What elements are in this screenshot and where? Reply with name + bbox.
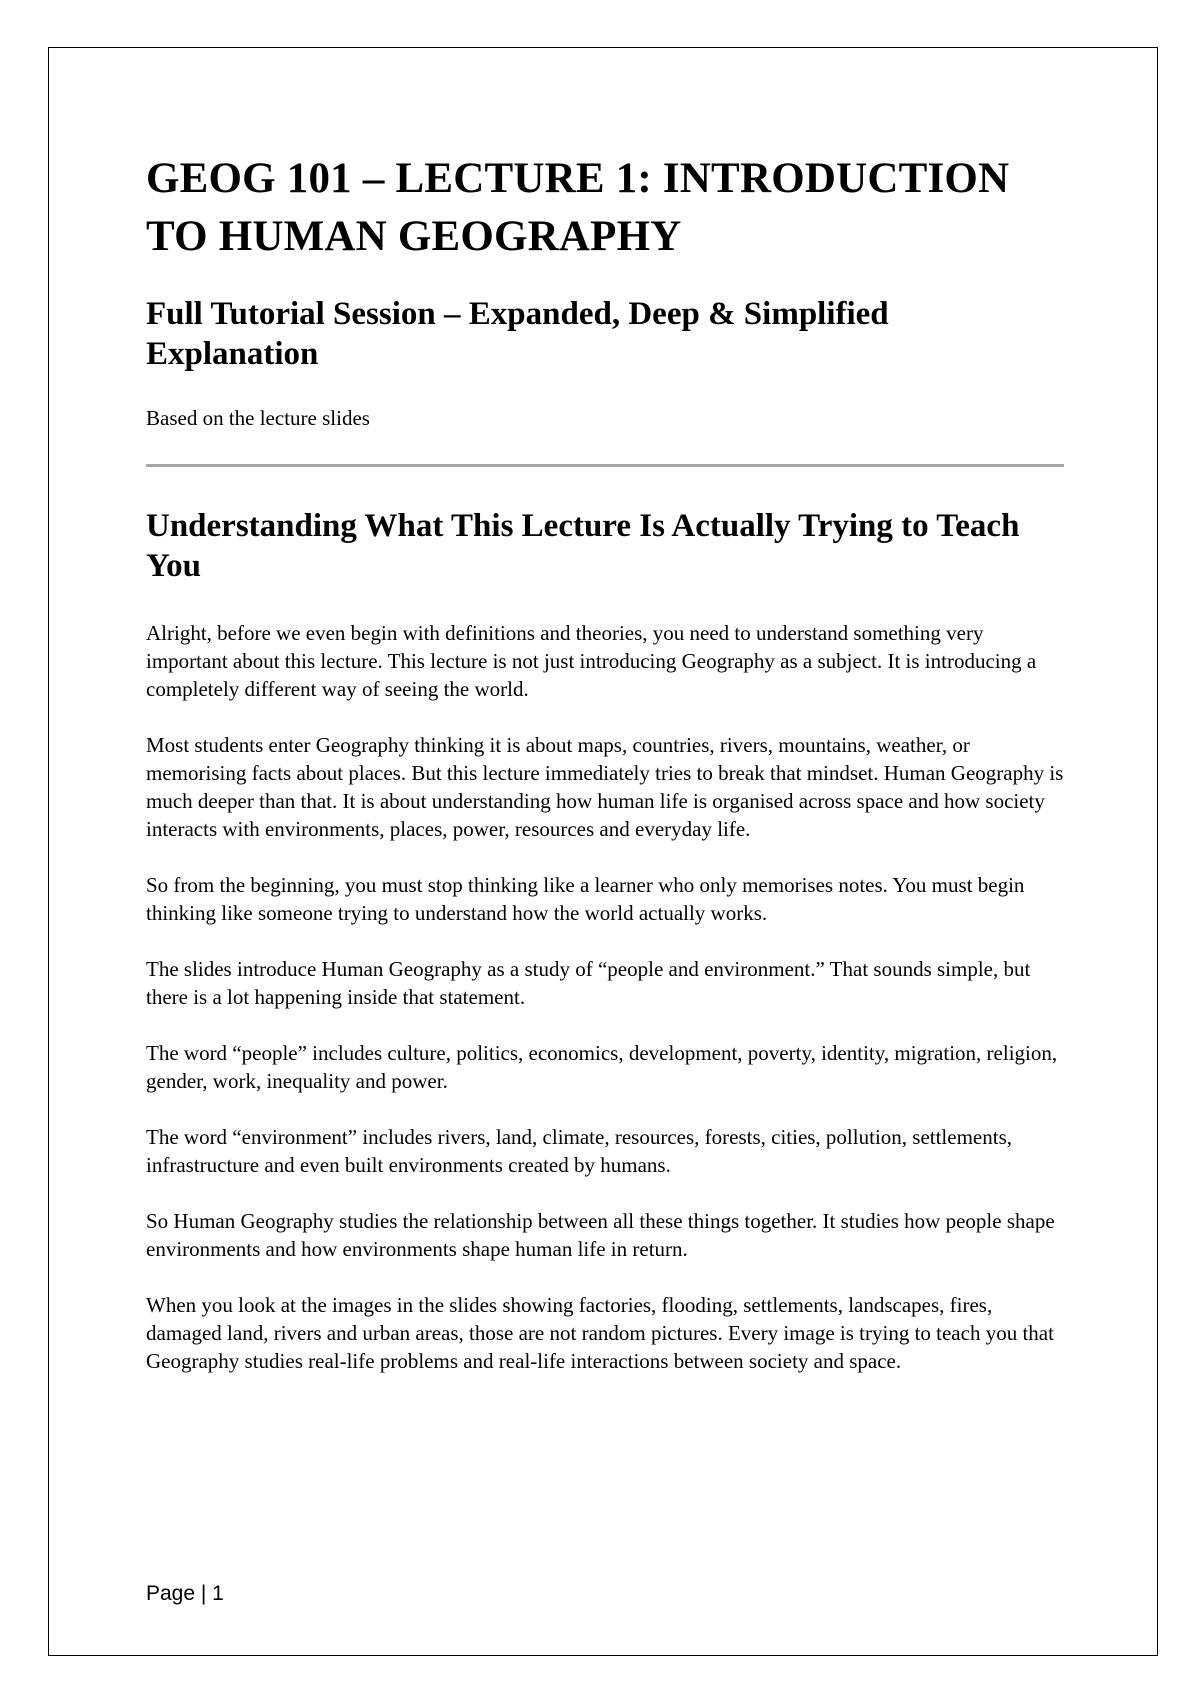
document-content <box>146 150 1064 1403</box>
body-paragraph: The word “environment” includes rivers, land, climate, resources, forests, cities, pollution, settlements, infrastructure and even built environments created by humans. <box>146 1125 1013 1177</box>
document-title: GEOG 101 – LECTURE 1: INTRODUCTION TO HUMAN GEOGRAPHY <box>146 155 1010 260</box>
body-paragraph: When you look at the images in the slides showing factories, flooding, settlements, landscapes, fires, damaged land, rivers and urban areas, those are not random pictures. Every image is trying to teach you that Geography studies real-life problems and real-life interactions between society and space. <box>146 1293 1054 1373</box>
body-paragraph: So from the beginning, you must stop thinking like a learner who only memorises notes. You must begin thinking like someone trying to understand how the world actually works. <box>146 873 1025 925</box>
document-subtitle: Full Tutorial Session – Expanded, Deep & Simplified Explanation <box>146 296 889 372</box>
source-note: Based on the lecture slides <box>146 406 370 430</box>
section-body <box>146 619 1064 1375</box>
page-number-footer: Page | 1 <box>146 1582 224 1605</box>
body-paragraph: So Human Geography studies the relationship between all these things together. It studies how people shape environments and how environments shape human life in return. <box>146 1209 1055 1261</box>
body-paragraph: Alright, before we even begin with definitions and theories, you need to understand something very important about this lecture. This lecture is not just introducing Geography as a subject. It is introducing a completely different way of seeing the world. <box>146 621 1037 701</box>
section-heading: Understanding What This Lecture Is Actually Trying to Teach You <box>146 508 1020 584</box>
body-paragraph: The slides introduce Human Geography as a study of “people and environment.” That sounds simple, but there is a lot happening inside that statement. <box>146 957 1031 1009</box>
body-paragraph: The word “people” includes culture, politics, economics, development, poverty, identity, migration, religion, gender, work, inequality and power. <box>146 1041 1058 1093</box>
body-paragraph: Most students enter Geography thinking it is about maps, countries, rivers, mountains, weather, or memorising facts about places. But this lecture immediately tries to break that mindset. Human Geography is much deeper than that. It is about understanding how human life is organised across space and how society interacts with environments, places, power, resources and everyday life. <box>146 733 1064 841</box>
horizontal-divider <box>146 464 1064 467</box>
